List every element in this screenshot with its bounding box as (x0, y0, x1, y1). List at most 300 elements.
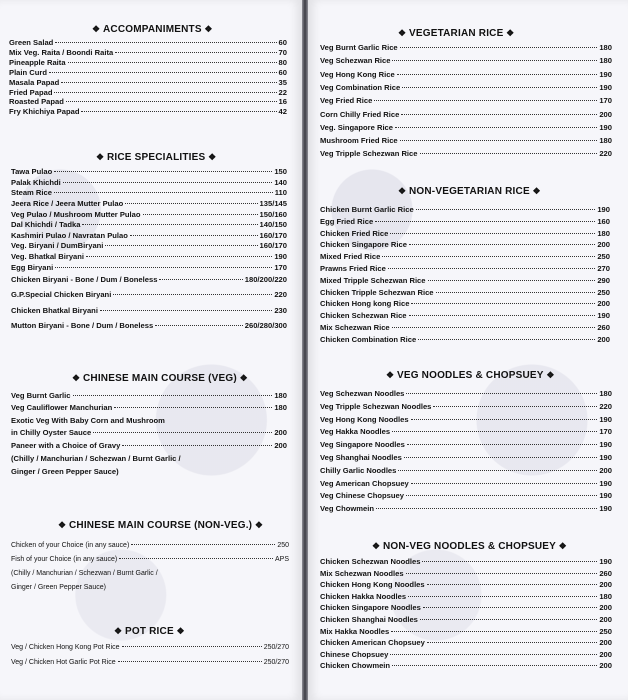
dot-leader (105, 245, 257, 246)
dot-leader (400, 140, 598, 141)
section-title: ACCOMPANIMENTS (102, 24, 202, 35)
menu-item-price: 200 (599, 638, 612, 648)
dot-leader (423, 607, 597, 608)
menu-item (320, 591, 612, 602)
dot-leader (392, 60, 597, 61)
menu-item-price: 250/270 (263, 644, 289, 651)
left-menu-page (0, 0, 302, 700)
menu-item (11, 198, 287, 209)
menu-item (11, 320, 287, 331)
ornament-icon: ❖ (372, 541, 383, 551)
menu-item-name: Chicken Hakka Noodles (320, 591, 407, 601)
dot-leader (122, 445, 272, 446)
menu-item-price: 220 (599, 149, 612, 159)
ornament-icon: ❖ (96, 152, 107, 162)
menu-item-name: Corn Chilly Fried Rice (320, 109, 400, 119)
dot-leader (114, 407, 272, 408)
dot-leader (433, 406, 597, 407)
dot-leader (402, 87, 597, 88)
menu-item-price: 22 (278, 87, 287, 97)
menu-item (11, 251, 287, 262)
menu-item (11, 305, 287, 316)
dot-leader (61, 82, 276, 83)
dot-leader (55, 42, 276, 43)
section-heading-rice-specialities (96, 152, 216, 163)
dot-leader (54, 92, 276, 93)
menu-item (320, 614, 612, 625)
dot-leader (143, 214, 258, 215)
dot-leader (54, 192, 273, 193)
menu-item (320, 568, 612, 579)
dot-leader (375, 221, 595, 222)
dot-leader (400, 47, 598, 48)
menu-item-price: 190 (599, 504, 612, 514)
ornament-icon: ❖ (92, 24, 103, 34)
dot-leader (392, 431, 597, 432)
menu-item-name: Fried Papad (9, 87, 53, 97)
menu-item-price: 42 (278, 107, 287, 117)
dot-leader (63, 182, 273, 183)
menu-item-price: 180/200/220 (244, 275, 287, 284)
menu-item-name: Veg American Chopsuey (320, 478, 409, 488)
dot-leader (159, 279, 242, 280)
ornament-icon: ❖ (205, 152, 217, 162)
dot-leader (119, 558, 273, 559)
menu-item-name: Mixed Tripple Schezwan Rice (320, 275, 426, 285)
menu-item-price: 190 (599, 440, 612, 450)
menu-item (11, 540, 289, 551)
menu-item-name: Egg Biryani (11, 262, 54, 272)
section-title: VEG NOODLES & CHOPSUEY (396, 370, 544, 381)
menu-item-name: Chicken Combination Rice (320, 334, 417, 344)
menu-item (11, 390, 287, 401)
menu-item-name: Egg Fried Rice (320, 216, 374, 226)
menu-item-price: 180 (599, 43, 612, 52)
menu-item (320, 660, 612, 671)
menu-item-price: APS (274, 556, 289, 563)
menu-item-name: Veg Shanghai Noodles (320, 453, 402, 462)
menu-item (320, 649, 612, 660)
menu-item (11, 657, 289, 668)
section-heading-vegetarian-rice (398, 28, 514, 39)
menu-item-price: 190 (599, 557, 612, 566)
menu-item (11, 554, 289, 565)
menu-item (11, 466, 287, 477)
menu-item (320, 148, 612, 159)
menu-item-price: 260 (597, 323, 610, 332)
menu-item-name: Ginger / Green Pepper Sauce) (11, 467, 119, 476)
menu-item-price: 170 (274, 262, 287, 272)
menu-item-name: Chicken American Chopsuey (320, 638, 425, 648)
menu-item-price: 60 (278, 67, 287, 77)
menu-item-name: Chicken Shanghai Noodles (320, 615, 418, 624)
menu-item (11, 402, 287, 413)
section-title: CHINESE MAIN COURSE (NON-VEG.) (68, 520, 253, 531)
menu-item-price: 180 (274, 403, 287, 412)
menu-item-price: 170 (599, 96, 612, 106)
menu-item (11, 453, 287, 464)
menu-item-name: Green Salad (9, 38, 54, 47)
section-heading-chinese-veg (72, 373, 248, 384)
dot-leader (130, 235, 258, 236)
section-heading-nonveg-noodles (372, 541, 567, 552)
menu-item-price: 190 (599, 69, 612, 79)
menu-item-price: 190 (597, 205, 610, 214)
dot-leader (398, 470, 597, 471)
menu-item-name: Veg Schezwan Noodles (320, 389, 405, 398)
menu-item (11, 187, 287, 198)
dot-leader (395, 127, 597, 128)
dot-leader (388, 268, 595, 269)
menu-item (11, 209, 287, 220)
menu-item-name: Veg Burnt Garlic Rice (320, 43, 398, 52)
dot-leader (392, 327, 596, 328)
dot-leader (418, 339, 595, 340)
menu-item-price: 290 (597, 275, 610, 285)
menu-item-price: 190 (274, 252, 287, 261)
section-title: NON-VEGETARIAN RICE (408, 186, 530, 197)
menu-item-name: Mix Schezwan Rice (320, 323, 390, 332)
menu-item-price: 80 (278, 57, 287, 67)
menu-item-price: 160/170 (259, 241, 287, 250)
menu-item (320, 503, 612, 514)
menu-item-name: Veg. Bhatkal Biryani (11, 252, 85, 261)
ornament-icon: ❖ (529, 186, 541, 196)
menu-item (320, 310, 610, 321)
dot-leader (66, 101, 277, 102)
section-title: POT RICE (124, 626, 174, 637)
menu-item-price: 190 (599, 491, 612, 501)
menu-item-price: 190 (599, 122, 612, 132)
menu-item-name: Prawns Fried Rice (320, 264, 386, 273)
menu-item-price: 200 (599, 661, 612, 671)
menu-item-price: 200 (599, 465, 612, 475)
menu-item-price: 230 (274, 306, 287, 315)
dot-leader (115, 52, 276, 53)
menu-item-price: 190 (597, 311, 610, 321)
menu-item (11, 230, 287, 241)
menu-item-name: Fish of your Choice (in any sauce) (11, 556, 118, 563)
menu-item (320, 135, 612, 146)
menu-item-name: Tawa Pulao (11, 167, 53, 176)
menu-item-price: 270 (597, 264, 610, 273)
dot-leader (73, 395, 273, 396)
menu-item (11, 289, 287, 300)
menu-item-name: Veg Hakka Noodles (320, 427, 391, 437)
menu-item-name: Veg. Biryani / DumBiryani (11, 241, 104, 250)
menu-item-price: 140/150 (259, 220, 287, 229)
dot-leader (86, 256, 272, 257)
dot-leader (118, 661, 262, 662)
ornament-icon: ❖ (398, 28, 409, 38)
menu-item-name: Paneer with a Choice of Gravy (11, 441, 121, 450)
ornament-icon: ❖ (555, 541, 567, 551)
dot-leader (376, 508, 597, 509)
menu-item-name: Chicken Chowmein (320, 661, 391, 671)
dot-leader (407, 444, 598, 445)
menu-item (11, 274, 287, 285)
menu-item-name: Veg Singapore Noodles (320, 440, 405, 450)
section-title: VEGETARIAN RICE (408, 28, 504, 39)
menu-item-price: 220 (274, 289, 287, 299)
menu-item-name: Chicken Bhatkal Biryani (11, 306, 98, 315)
menu-item-name: Veg / Chicken Hong Kong Pot Rice (11, 644, 120, 651)
dot-leader (392, 665, 597, 666)
menu-item (320, 239, 610, 250)
menu-item-name: Veg Pulao / Mushroom Mutter Pulao (11, 209, 141, 219)
menu-item (320, 401, 612, 412)
menu-item-name: Veg Chinese Chopsuey (320, 491, 404, 501)
menu-item (320, 228, 610, 239)
menu-item (11, 262, 287, 273)
dot-leader (420, 619, 597, 620)
menu-item-price: 200 (274, 441, 287, 450)
menu-item-name: Palak Khichdi (11, 177, 61, 187)
section-title: NON-VEG NOODLES & CHOPSUEY (382, 541, 556, 552)
menu-item-price: 200 (599, 603, 612, 613)
menu-item (11, 177, 287, 188)
menu-item-name: Chicken Fried Rice (320, 228, 389, 238)
menu-item-price: 190 (599, 82, 612, 92)
menu-item-name: in Chilly Oyster Sauce (11, 428, 92, 437)
dot-leader (397, 74, 598, 75)
menu-item-name: Mix Hakka Noodles (320, 626, 390, 636)
dot-leader (409, 244, 595, 245)
section-heading-pot-rice (114, 626, 185, 637)
menu-item-price: 250 (599, 626, 612, 636)
menu-item (11, 642, 289, 653)
dot-leader (420, 153, 598, 154)
section-heading-veg-noodles (386, 370, 555, 381)
menu-item (11, 440, 287, 451)
menu-item-name: Veg Cauliflower Manchurian (11, 403, 113, 412)
menu-item (11, 219, 287, 230)
section-title: CHINESE MAIN COURSE (VEG) (82, 373, 237, 384)
menu-item-price: 180 (599, 591, 612, 601)
menu-item-name: Veg Hong Kong Rice (320, 69, 395, 79)
menu-item-price: 140 (274, 177, 287, 187)
menu-item-price: 250 (597, 287, 610, 297)
menu-item-price: 150 (274, 167, 287, 176)
menu-item-name: Mushroom Fried Rice (320, 136, 398, 146)
dot-leader (411, 419, 598, 420)
menu-item-name: Mix Schezwan Noodles (320, 568, 404, 578)
menu-item-price: 60 (278, 38, 287, 47)
menu-item-name: (Chilly / Manchurian / Schezwan / Burnt Garlic / (11, 454, 181, 463)
menu-item-name: Chinese Chopsuey (320, 649, 389, 659)
menu-item-price: 70 (278, 47, 287, 57)
dot-leader (382, 256, 595, 257)
menu-item-price: 200 (597, 334, 610, 344)
dot-leader (113, 294, 272, 295)
menu-item-name: Exotic Veg With Baby Corn and Mushroom (11, 416, 165, 425)
menu-item (320, 626, 612, 637)
dot-leader (401, 114, 597, 115)
menu-item (320, 287, 610, 298)
menu-item-price: 190 (599, 414, 612, 424)
dot-leader (390, 654, 597, 655)
menu-item-price: 200 (597, 299, 610, 309)
dot-leader (82, 224, 257, 225)
menu-item-name: Chicken Singapore Noodles (320, 603, 421, 613)
menu-item (320, 55, 612, 66)
menu-item-price: 200 (599, 615, 612, 624)
menu-item (11, 582, 289, 593)
menu-item-name: G.P.Special Chicken Biryani (11, 289, 112, 299)
menu-item-price: 135/145 (259, 199, 287, 208)
ornament-icon: ❖ (252, 520, 264, 530)
dot-leader (122, 646, 262, 647)
menu-item (320, 298, 610, 309)
menu-item-name: Roasted Papad (9, 97, 64, 107)
dot-leader (374, 100, 597, 101)
menu-item-price: 260 (599, 568, 612, 578)
menu-item-price: 250 (597, 252, 610, 262)
section-heading-nonveg-rice (398, 186, 541, 197)
menu-item (320, 579, 612, 590)
dot-leader (81, 111, 276, 112)
dot-leader (131, 544, 275, 545)
menu-item-price: 250/270 (263, 659, 289, 666)
menu-item-price: 200 (597, 240, 610, 250)
menu-item-name: Ginger / Green Pepper Sauce) (11, 584, 106, 591)
menu-item (320, 414, 612, 425)
menu-item (320, 322, 610, 333)
dot-leader (68, 62, 277, 63)
section-heading-accompaniments (92, 24, 213, 35)
menu-item-name: Pineapple Raita (9, 57, 66, 67)
menu-item-price: 180 (599, 389, 612, 398)
dot-leader (93, 432, 272, 433)
dot-leader (409, 315, 596, 316)
menu-item-name: Chicken Tripple Schezwan Rice (320, 287, 434, 297)
ornament-icon: ❖ (236, 373, 248, 383)
menu-item (320, 388, 612, 399)
dot-leader (408, 596, 597, 597)
menu-item-price: 190 (599, 453, 612, 462)
menu-item (320, 95, 612, 106)
menu-item-price: 110 (274, 188, 287, 197)
menu-item-name: Mutton Biryani - Bone / Dum / Boneless (11, 321, 154, 330)
menu-item (320, 251, 610, 262)
ornament-icon: ❖ (398, 186, 409, 196)
menu-item-name: Veg Combination Rice (320, 82, 401, 92)
menu-item-name: Jeera Rice / Jeera Mutter Pulao (11, 199, 124, 208)
section-heading-chinese-nonveg (58, 520, 263, 531)
ornament-icon: ❖ (386, 370, 397, 380)
menu-item (11, 166, 287, 177)
menu-item-name: Mix Veg. Raita / Boondi Raita (9, 47, 114, 57)
dot-leader (54, 171, 272, 172)
menu-item (320, 263, 610, 274)
dot-leader (427, 584, 598, 585)
menu-item-price: 160 (597, 216, 610, 226)
menu-item-price: 180 (599, 136, 612, 146)
ornament-icon: ❖ (114, 626, 125, 636)
menu-item (11, 415, 287, 426)
menu-item-name: Chicken Hong kong Rice (320, 299, 410, 309)
menu-item-name: Veg Tripple Schezwan Rice (320, 149, 418, 159)
dot-leader (125, 203, 257, 204)
menu-item-price: 180 (274, 391, 287, 400)
menu-item (320, 334, 610, 345)
menu-item-price: 170 (599, 427, 612, 437)
menu-item-name: Chilly Garlic Noodles (320, 465, 397, 475)
ornament-icon: ❖ (58, 520, 69, 530)
dot-leader (436, 292, 596, 293)
dot-leader (411, 303, 595, 304)
menu-item (320, 122, 612, 133)
dot-leader (406, 495, 597, 496)
menu-item-price: 150/160 (259, 209, 287, 219)
menu-item-name: Chicken Singapore Rice (320, 240, 407, 250)
menu-item-price: 160/170 (259, 230, 287, 240)
menu-item-price: 200 (274, 428, 287, 437)
dot-leader (422, 561, 597, 562)
menu-item-name: Chicken of your Choice (in any sauce) (11, 542, 130, 549)
menu-item (320, 275, 610, 286)
dot-leader (411, 483, 598, 484)
menu-item-price: 180 (597, 228, 610, 238)
menu-item-name: Chicken Burnt Garlic Rice (320, 205, 414, 214)
menu-item-name: Mixed Fried Rice (320, 252, 381, 262)
menu-item-name: Veg Burnt Garlic (11, 391, 71, 400)
menu-item (320, 465, 612, 476)
menu-item-name: Dal Khichdi / Tadka (11, 220, 81, 229)
menu-item-price: 190 (599, 478, 612, 488)
menu-item (320, 109, 612, 120)
menu-item (320, 204, 610, 215)
menu-item-name: Chicken Hong Kong Noodles (320, 580, 425, 590)
menu-item (11, 568, 289, 579)
menu-item-name: Veg Fried Rice (320, 96, 373, 106)
dot-leader (428, 280, 596, 281)
dot-leader (391, 631, 597, 632)
menu-item (320, 602, 612, 613)
menu-item-name: Kashmiri Pulao / Navratan Pulao (11, 230, 128, 240)
menu-item-name: Veg. Singapore Rice (320, 122, 394, 132)
menu-item (320, 556, 612, 567)
menu-item-price: 250 (277, 542, 289, 549)
menu-item (320, 69, 612, 80)
menu-item-name: Veg / Chicken Hot Garlic Pot Rice (11, 659, 116, 666)
dot-leader (100, 310, 272, 311)
menu-item-name: Veg Schezwan Rice (320, 56, 391, 66)
menu-item (11, 240, 287, 251)
ornament-icon: ❖ (173, 626, 185, 636)
menu-item-price: 220 (599, 401, 612, 411)
menu-item-name: Chicken Biryani - Bone / Dum / Boneless (11, 275, 158, 284)
section-title: RICE SPECIALITIES (106, 152, 206, 163)
ornament-icon: ❖ (503, 28, 515, 38)
menu-item-name: Veg Tripple Schezwan Noodles (320, 401, 432, 411)
menu-item (320, 82, 612, 93)
ornament-icon: ❖ (72, 373, 83, 383)
dot-leader (390, 233, 595, 234)
menu-item (11, 427, 287, 438)
ornament-icon: ❖ (543, 370, 555, 380)
dot-leader (406, 393, 597, 394)
menu-item (320, 637, 612, 648)
menu-item-name: Steam Rice (11, 188, 52, 197)
dot-leader (404, 457, 597, 458)
dot-leader (49, 72, 277, 73)
dot-leader (155, 325, 243, 326)
dot-leader (416, 209, 596, 210)
menu-item-price: 16 (278, 97, 287, 107)
menu-item-name: Fry Khichiya Papad (9, 107, 80, 117)
menu-item-name: Chicken Schezwan Rice (320, 311, 407, 321)
